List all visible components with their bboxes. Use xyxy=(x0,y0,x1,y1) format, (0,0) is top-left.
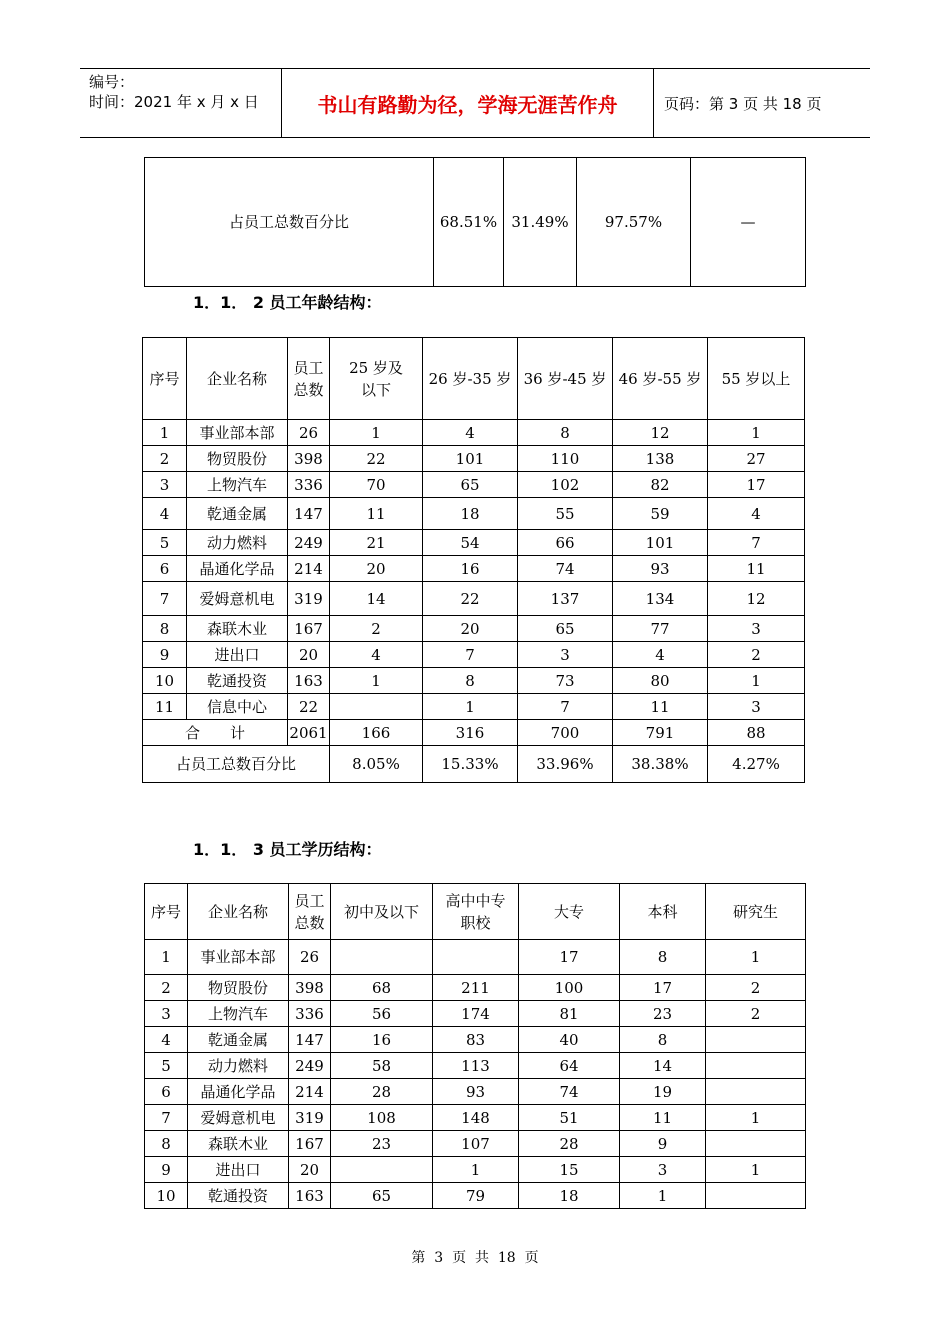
table-cell: 26 xyxy=(289,940,331,975)
table-cell: 爱姆意机电 xyxy=(187,582,288,616)
table-cell: 4 xyxy=(613,642,708,668)
table-cell: 动力燃料 xyxy=(187,530,288,556)
table-cell: 2 xyxy=(143,446,187,472)
table-cell: 68 xyxy=(331,975,433,1001)
column-header: 企业名称 xyxy=(187,338,288,420)
total-value: 166 xyxy=(330,720,423,746)
table-cell: 晶通化学品 xyxy=(187,556,288,582)
column-header: 55 岁以上 xyxy=(708,338,805,420)
table-cell: 80 xyxy=(613,668,708,694)
table-row xyxy=(143,616,805,642)
column-header: 大专 xyxy=(519,884,620,940)
summary-value: — xyxy=(691,158,806,287)
table-cell: 动力燃料 xyxy=(188,1053,289,1079)
percent-value: 33.96% xyxy=(518,746,613,783)
table-cell: 174 xyxy=(433,1001,519,1027)
table-cell: 1 xyxy=(330,420,423,446)
table-cell: 214 xyxy=(289,1079,331,1105)
table-cell: 4 xyxy=(143,498,187,530)
total-value: 2061 xyxy=(288,720,330,746)
column-header: 初中及以下 xyxy=(331,884,433,940)
table-cell: 12 xyxy=(708,582,805,616)
table-cell: 147 xyxy=(288,498,330,530)
table-cell: 1 xyxy=(145,940,188,975)
table-cell: 107 xyxy=(433,1131,519,1157)
table-cell: 16 xyxy=(331,1027,433,1053)
table-cell: 1 xyxy=(708,668,805,694)
table-cell: 进出口 xyxy=(187,642,288,668)
total-value: 700 xyxy=(518,720,613,746)
table-cell: 乾通投资 xyxy=(187,668,288,694)
table-row xyxy=(145,1053,806,1079)
column-header: 企业名称 xyxy=(188,884,289,940)
table-row xyxy=(143,694,805,720)
table-cell: 2 xyxy=(708,642,805,668)
table-row xyxy=(143,556,805,582)
table-cell xyxy=(706,1131,806,1157)
table-row xyxy=(143,446,805,472)
table-cell: 1 xyxy=(433,1157,519,1183)
table-row xyxy=(143,530,805,556)
document-number-label: 编号： xyxy=(89,73,135,91)
table-cell: 20 xyxy=(289,1157,331,1183)
table-cell: 40 xyxy=(519,1027,620,1053)
table-cell: 167 xyxy=(289,1131,331,1157)
table-cell: 55 xyxy=(518,498,613,530)
table-row xyxy=(143,642,805,668)
table-cell: 17 xyxy=(708,472,805,498)
table-cell: 319 xyxy=(289,1105,331,1131)
table-row xyxy=(145,1001,806,1027)
table-cell: 20 xyxy=(423,616,518,642)
table-cell: 2 xyxy=(706,975,806,1001)
column-header: 36 岁-45 岁 xyxy=(518,338,613,420)
summary-value: 68.51% xyxy=(434,158,504,287)
table-cell: 8 xyxy=(620,940,706,975)
age-section-heading: 1．1． 2 员工年龄结构： xyxy=(193,293,382,312)
table-cell: 59 xyxy=(613,498,708,530)
table-cell: 乾通金属 xyxy=(188,1027,289,1053)
table-cell: 58 xyxy=(331,1053,433,1079)
table-cell: 27 xyxy=(708,446,805,472)
table-cell: 163 xyxy=(288,668,330,694)
table-cell: 1 xyxy=(143,420,187,446)
table-cell: 138 xyxy=(613,446,708,472)
table-cell: 18 xyxy=(423,498,518,530)
table-cell: 167 xyxy=(288,616,330,642)
table-cell: 23 xyxy=(331,1131,433,1157)
table-cell: 398 xyxy=(288,446,330,472)
table-header-row xyxy=(143,338,805,420)
percent-value: 8.05% xyxy=(330,746,423,783)
summary-value: 31.49% xyxy=(504,158,577,287)
table-cell: 4 xyxy=(708,498,805,530)
table-cell: 8 xyxy=(518,420,613,446)
summary-label: 占员工总数百分比 xyxy=(145,158,434,287)
table-cell xyxy=(433,940,519,975)
table-cell: 11 xyxy=(613,694,708,720)
table-cell: 18 xyxy=(519,1183,620,1209)
table-cell: 4 xyxy=(423,420,518,446)
table-cell: 102 xyxy=(518,472,613,498)
table-cell: 2 xyxy=(706,1001,806,1027)
column-header: 序号 xyxy=(145,884,188,940)
edu-section-heading: 1．1． 3 员工学历结构： xyxy=(193,840,382,859)
table-cell: 214 xyxy=(288,556,330,582)
header-motto: 书山有路勤为径，学海无涯苦作舟 xyxy=(281,69,654,137)
table-cell: 249 xyxy=(288,530,330,556)
column-header: 46 岁-55 岁 xyxy=(613,338,708,420)
table-cell: 108 xyxy=(331,1105,433,1131)
table-cell: 5 xyxy=(145,1053,188,1079)
table-cell: 1 xyxy=(706,940,806,975)
table-cell: 20 xyxy=(288,642,330,668)
table-cell: 1 xyxy=(706,1157,806,1183)
table-cell: 乾通投资 xyxy=(188,1183,289,1209)
table-cell: 14 xyxy=(330,582,423,616)
column-header: 员工总数 xyxy=(288,338,330,420)
table-cell: 7 xyxy=(423,642,518,668)
table-row xyxy=(143,668,805,694)
column-header: 本科 xyxy=(620,884,706,940)
table-cell xyxy=(706,1079,806,1105)
table-cell xyxy=(706,1183,806,1209)
table-cell: 77 xyxy=(613,616,708,642)
table-cell: 1 xyxy=(620,1183,706,1209)
table-cell: 398 xyxy=(289,975,331,1001)
total-value: 316 xyxy=(423,720,518,746)
table-percent-row xyxy=(143,746,805,783)
table-cell: 事业部本部 xyxy=(188,940,289,975)
table-cell: 7 xyxy=(708,530,805,556)
table-cell: 28 xyxy=(519,1131,620,1157)
table-cell: 晶通化学品 xyxy=(188,1079,289,1105)
table-cell: 23 xyxy=(620,1001,706,1027)
header-page-info: 页码：第 3 页 共 18 页 xyxy=(664,94,822,113)
table-cell: 进出口 xyxy=(188,1157,289,1183)
table-cell: 101 xyxy=(423,446,518,472)
percent-label: 占员工总数百分比 xyxy=(143,746,330,783)
column-header: 25 岁及以下 xyxy=(330,338,423,420)
table-cell: 10 xyxy=(145,1183,188,1209)
table-cell: 6 xyxy=(145,1079,188,1105)
page-footer: 第 3 页 共 18 页 xyxy=(411,1250,539,1266)
table-cell: 28 xyxy=(331,1079,433,1105)
table-cell: 8 xyxy=(423,668,518,694)
table-cell: 上物汽车 xyxy=(188,1001,289,1027)
table-cell: 336 xyxy=(288,472,330,498)
table-cell: 21 xyxy=(330,530,423,556)
table-cell: 100 xyxy=(519,975,620,1001)
table-cell: 211 xyxy=(433,975,519,1001)
column-header: 高中中专职校 xyxy=(433,884,519,940)
education-structure-table xyxy=(144,883,806,1209)
table-cell: 11 xyxy=(708,556,805,582)
table-row xyxy=(145,1105,806,1131)
table-cell: 93 xyxy=(433,1079,519,1105)
table-cell: 9 xyxy=(143,642,187,668)
column-header: 序号 xyxy=(143,338,187,420)
table-cell: 1 xyxy=(423,694,518,720)
table-cell: 137 xyxy=(518,582,613,616)
table-cell: 7 xyxy=(143,582,187,616)
table-cell: 20 xyxy=(330,556,423,582)
table-cell: 6 xyxy=(143,556,187,582)
table-cell: 8 xyxy=(620,1027,706,1053)
table-cell xyxy=(331,940,433,975)
table-cell: 22 xyxy=(423,582,518,616)
table-cell: 11 xyxy=(330,498,423,530)
summary-value: 97.57% xyxy=(577,158,691,287)
table-cell: 9 xyxy=(620,1131,706,1157)
table-cell: 56 xyxy=(331,1001,433,1027)
table-total-row xyxy=(143,720,805,746)
table-cell: 93 xyxy=(613,556,708,582)
table-cell: 物贸股份 xyxy=(187,446,288,472)
table-cell: 70 xyxy=(330,472,423,498)
table-cell: 7 xyxy=(145,1105,188,1131)
table-cell: 79 xyxy=(433,1183,519,1209)
table-cell: 249 xyxy=(289,1053,331,1079)
table-row xyxy=(143,472,805,498)
total-label: 合 计 xyxy=(143,720,288,746)
table-cell: 81 xyxy=(519,1001,620,1027)
table-cell: 113 xyxy=(433,1053,519,1079)
total-value: 791 xyxy=(613,720,708,746)
total-value: 88 xyxy=(708,720,805,746)
age-structure-table xyxy=(142,337,805,783)
table-cell: 森联木业 xyxy=(188,1131,289,1157)
table-cell: 1 xyxy=(708,420,805,446)
table-cell: 上物汽车 xyxy=(187,472,288,498)
table-cell: 65 xyxy=(331,1183,433,1209)
table-cell: 66 xyxy=(518,530,613,556)
table-cell: 64 xyxy=(519,1053,620,1079)
table-cell: 3 xyxy=(708,694,805,720)
table-cell: 73 xyxy=(518,668,613,694)
table-cell: 4 xyxy=(330,642,423,668)
column-header: 员工总数 xyxy=(289,884,331,940)
table-row xyxy=(145,1157,806,1183)
table-row xyxy=(145,1183,806,1209)
table-cell: 134 xyxy=(613,582,708,616)
table-cell: 22 xyxy=(288,694,330,720)
table-cell xyxy=(706,1053,806,1079)
table-cell: 10 xyxy=(143,668,187,694)
table-cell: 爱姆意机电 xyxy=(188,1105,289,1131)
table-header-row xyxy=(145,884,806,940)
column-header: 研究生 xyxy=(706,884,806,940)
table-cell: 19 xyxy=(620,1079,706,1105)
table-cell: 9 xyxy=(145,1157,188,1183)
percent-value: 15.33% xyxy=(423,746,518,783)
table-cell xyxy=(706,1027,806,1053)
table-cell: 17 xyxy=(620,975,706,1001)
table-cell: 1 xyxy=(706,1105,806,1131)
table-cell: 336 xyxy=(289,1001,331,1027)
table-cell: 74 xyxy=(518,556,613,582)
page-header xyxy=(80,68,870,138)
table-cell: 事业部本部 xyxy=(187,420,288,446)
table-cell: 12 xyxy=(613,420,708,446)
table-cell: 82 xyxy=(613,472,708,498)
table-cell: 7 xyxy=(518,694,613,720)
table-cell: 16 xyxy=(423,556,518,582)
table-cell: 4 xyxy=(145,1027,188,1053)
table-cell: 乾通金属 xyxy=(187,498,288,530)
table-cell xyxy=(330,694,423,720)
column-header: 26 岁-35 岁 xyxy=(423,338,518,420)
table-cell: 3 xyxy=(708,616,805,642)
table-cell: 51 xyxy=(519,1105,620,1131)
header-meta xyxy=(80,69,281,137)
table-cell: 14 xyxy=(620,1053,706,1079)
table-cell xyxy=(331,1157,433,1183)
table-cell: 101 xyxy=(613,530,708,556)
table-cell: 15 xyxy=(519,1157,620,1183)
table-row xyxy=(145,1079,806,1105)
table-row xyxy=(143,420,805,446)
table-cell: 8 xyxy=(143,616,187,642)
table-cell: 147 xyxy=(289,1027,331,1053)
table-cell: 信息中心 xyxy=(187,694,288,720)
table-cell: 110 xyxy=(518,446,613,472)
table-cell: 17 xyxy=(519,940,620,975)
table-cell: 11 xyxy=(620,1105,706,1131)
table-cell: 物贸股份 xyxy=(188,975,289,1001)
percent-value: 4.27% xyxy=(708,746,805,783)
table-cell: 65 xyxy=(423,472,518,498)
table-cell: 3 xyxy=(143,472,187,498)
table-cell: 26 xyxy=(288,420,330,446)
table-cell: 8 xyxy=(145,1131,188,1157)
table-cell: 3 xyxy=(518,642,613,668)
percent-value: 38.38% xyxy=(613,746,708,783)
table-cell: 54 xyxy=(423,530,518,556)
table-cell: 1 xyxy=(330,668,423,694)
table-row xyxy=(145,940,806,975)
table-cell: 森联木业 xyxy=(187,616,288,642)
table-cell: 3 xyxy=(620,1157,706,1183)
table-cell: 74 xyxy=(519,1079,620,1105)
table-row xyxy=(145,975,806,1001)
table-cell: 83 xyxy=(433,1027,519,1053)
table-cell: 2 xyxy=(330,616,423,642)
table-cell: 148 xyxy=(433,1105,519,1131)
table-row xyxy=(145,1027,806,1053)
table-cell: 11 xyxy=(143,694,187,720)
percent-summary-table xyxy=(144,157,806,287)
table-row xyxy=(143,498,805,530)
table-row xyxy=(143,582,805,616)
table-row xyxy=(145,1131,806,1157)
document-time-label: 时间：2021 年 x 月 x 日 xyxy=(89,93,259,111)
table-cell: 319 xyxy=(288,582,330,616)
table-cell: 65 xyxy=(518,616,613,642)
table-cell: 22 xyxy=(330,446,423,472)
table-cell: 5 xyxy=(143,530,187,556)
table-cell: 163 xyxy=(289,1183,331,1209)
table-cell: 2 xyxy=(145,975,188,1001)
table-cell: 3 xyxy=(145,1001,188,1027)
